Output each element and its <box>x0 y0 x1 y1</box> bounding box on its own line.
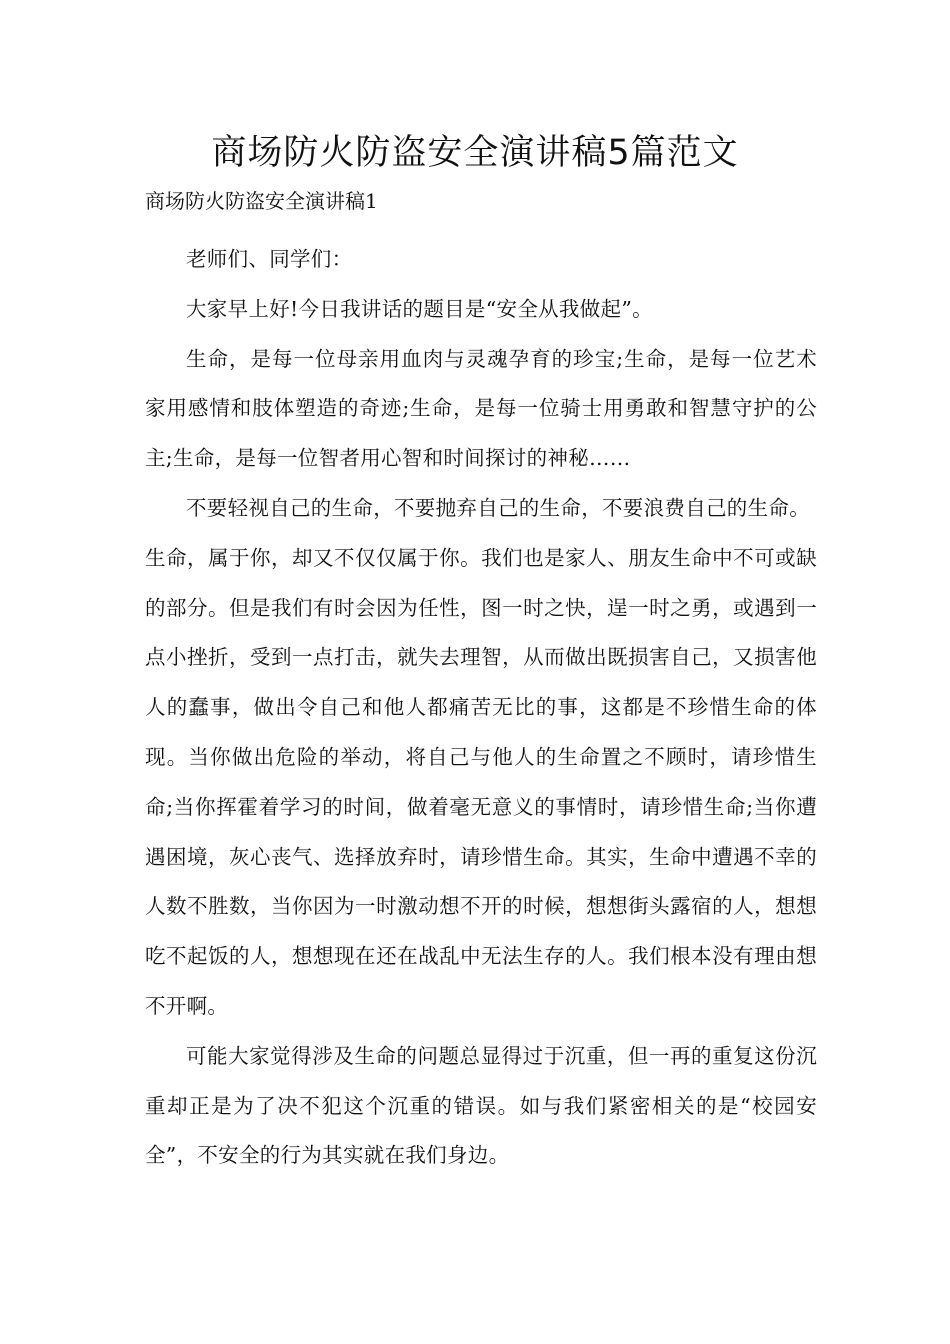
document-title: 商场防火防盗安全演讲稿5篇范文 <box>211 133 739 173</box>
paragraph-opening: 大家早上好!今日我讲话的题目是“安全从我做起”。 <box>186 296 653 321</box>
paragraph-life-definitions: 生命，是每一位母亲用血肉与灵魂孕育的珍宝;生命，是每一位艺术家用感情和肢体塑造的奇迹;生命，是每一位骑士用勇敢和智慧守护的公主;生命，是每一位智者用心智和时间探讨的神秘…… <box>145 346 817 471</box>
paragraph-dont-waste-life: 不要轻视自己的生命，不要抛弃自己的生命，不要浪费自己的生命。 <box>186 495 810 520</box>
paragraph-cherish-life: 生命，属于你，却又不仅仅属于你。我们也是家人、朋友生命中不可或缺的部分。但是我们有时会因为任性，图一时之快，逞一时之勇，或遇到一点小挫折，受到一点打击，就失去理智，从而做出既损害自己，又损害他人的蠢事，做出令自己和他人都痛苦无比的事，这都是不珍惜生命的体现。当你做出危险的举动，将自己与他人的生命置之不顾时，请珍惜生命;当你挥霍着学习的时间，做着毫无意义的事情时，请珍惜生命;当你遭遇困境，灰心丧气、选择放弃时，请珍惜生命。其实，生命中遭遇不幸的人数不胜数，当你因为一时激动想不开的时候，想想街头露宿的人，想想吃不起饭的人，想想现在还在战乱中无法生存的人。我们根本没有理由想不开啊。 <box>145 545 817 1018</box>
document-body <box>145 235 817 1181</box>
paragraph-greeting: 老师们、同学们： <box>186 247 353 271</box>
paragraph-campus-safety: 可能大家觉得涉及生命的问题总显得过于沉重，但一再的重复这份沉重却正是为了决不犯这个沉重的错误。如与我们紧密相关的是“校园安全”，不安全的行为其实就在我们身边。 <box>145 1043 817 1168</box>
section-heading: 商场防火防盗安全演讲稿1 <box>145 189 378 213</box>
